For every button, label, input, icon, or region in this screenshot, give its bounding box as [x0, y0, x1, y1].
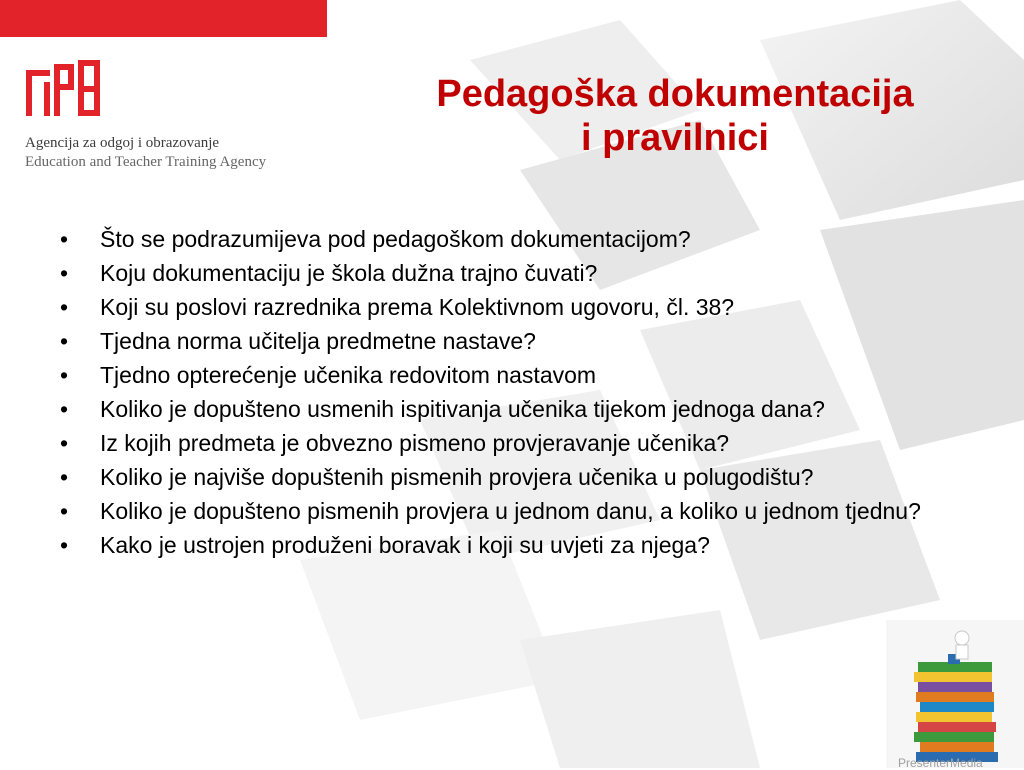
bullet-text: Tjedno opterećenje učenika redovitom nastavom [100, 362, 597, 388]
slide-title-line1: Pedagoška dokumentacija [436, 73, 914, 115]
brand-top-bar [0, 0, 327, 37]
bullet-dot-icon: • [60, 396, 69, 422]
bullet-dot-icon: • [60, 498, 69, 524]
bullet-text: Koliko je najviše dopuštenih pismenih provjera učenika u polugodištu? [100, 464, 814, 490]
bullet-item [60, 226, 1000, 252]
bullet-list [60, 226, 1000, 566]
bullet-item [60, 396, 1000, 422]
bullet-item [60, 430, 1000, 456]
bullet-text: Iz kojih predmeta je obvezno pismeno provjeravanje učenika? [100, 430, 730, 456]
bullet-item [60, 498, 1000, 524]
bullet-dot-icon: • [60, 430, 69, 456]
watermark-text: PresenterMedia [898, 756, 983, 770]
bullet-dot-icon: • [60, 226, 69, 252]
bullet-dot-icon: • [60, 328, 69, 354]
bullet-text: Tjedna norma učitelja predmetne nastave? [100, 328, 536, 354]
bullet-item [60, 464, 1000, 490]
bullet-item [60, 362, 1000, 388]
bullet-text: Koju dokumentaciju je škola dužna trajno čuvati? [100, 260, 598, 286]
bullet-dot-icon: • [60, 260, 69, 286]
bullet-text: Što se podrazumijeva pod pedagoškom dokumentacijom? [100, 226, 691, 252]
agency-name-en: Education and Teacher Training Agency [25, 154, 267, 170]
bullet-text: Kako je ustrojen produženi boravak i koji su uvjeti za njega? [100, 532, 710, 558]
bullet-dot-icon: • [60, 532, 69, 558]
bullet-text: Koji su poslovi razrednika prema Kolektivnom ugovoru, čl. 38? [100, 294, 735, 320]
slide-title [360, 72, 990, 160]
slide-title-line2: i pravilnici [581, 117, 769, 159]
bullet-item [60, 260, 1000, 286]
agency-name [25, 134, 266, 172]
bullet-dot-icon: • [60, 362, 69, 388]
bullet-item [60, 532, 1000, 558]
bullet-dot-icon: • [60, 464, 69, 490]
bullet-item [60, 294, 1000, 320]
book-stack-illustration [886, 620, 1024, 768]
bullet-text: Koliko je dopušteno usmenih ispitivanja učenika tijekom jednoga dana? [100, 396, 825, 422]
bullet-text: Koliko je dopušteno pismenih provjera u jednom danu, a koliko u jednom tjednu? [100, 498, 921, 524]
bullet-dot-icon: • [60, 294, 69, 320]
bullet-item [60, 328, 1000, 354]
agency-logo [24, 60, 102, 116]
agency-name-hr: Agencija za odgoj i obrazovanje [25, 135, 220, 151]
